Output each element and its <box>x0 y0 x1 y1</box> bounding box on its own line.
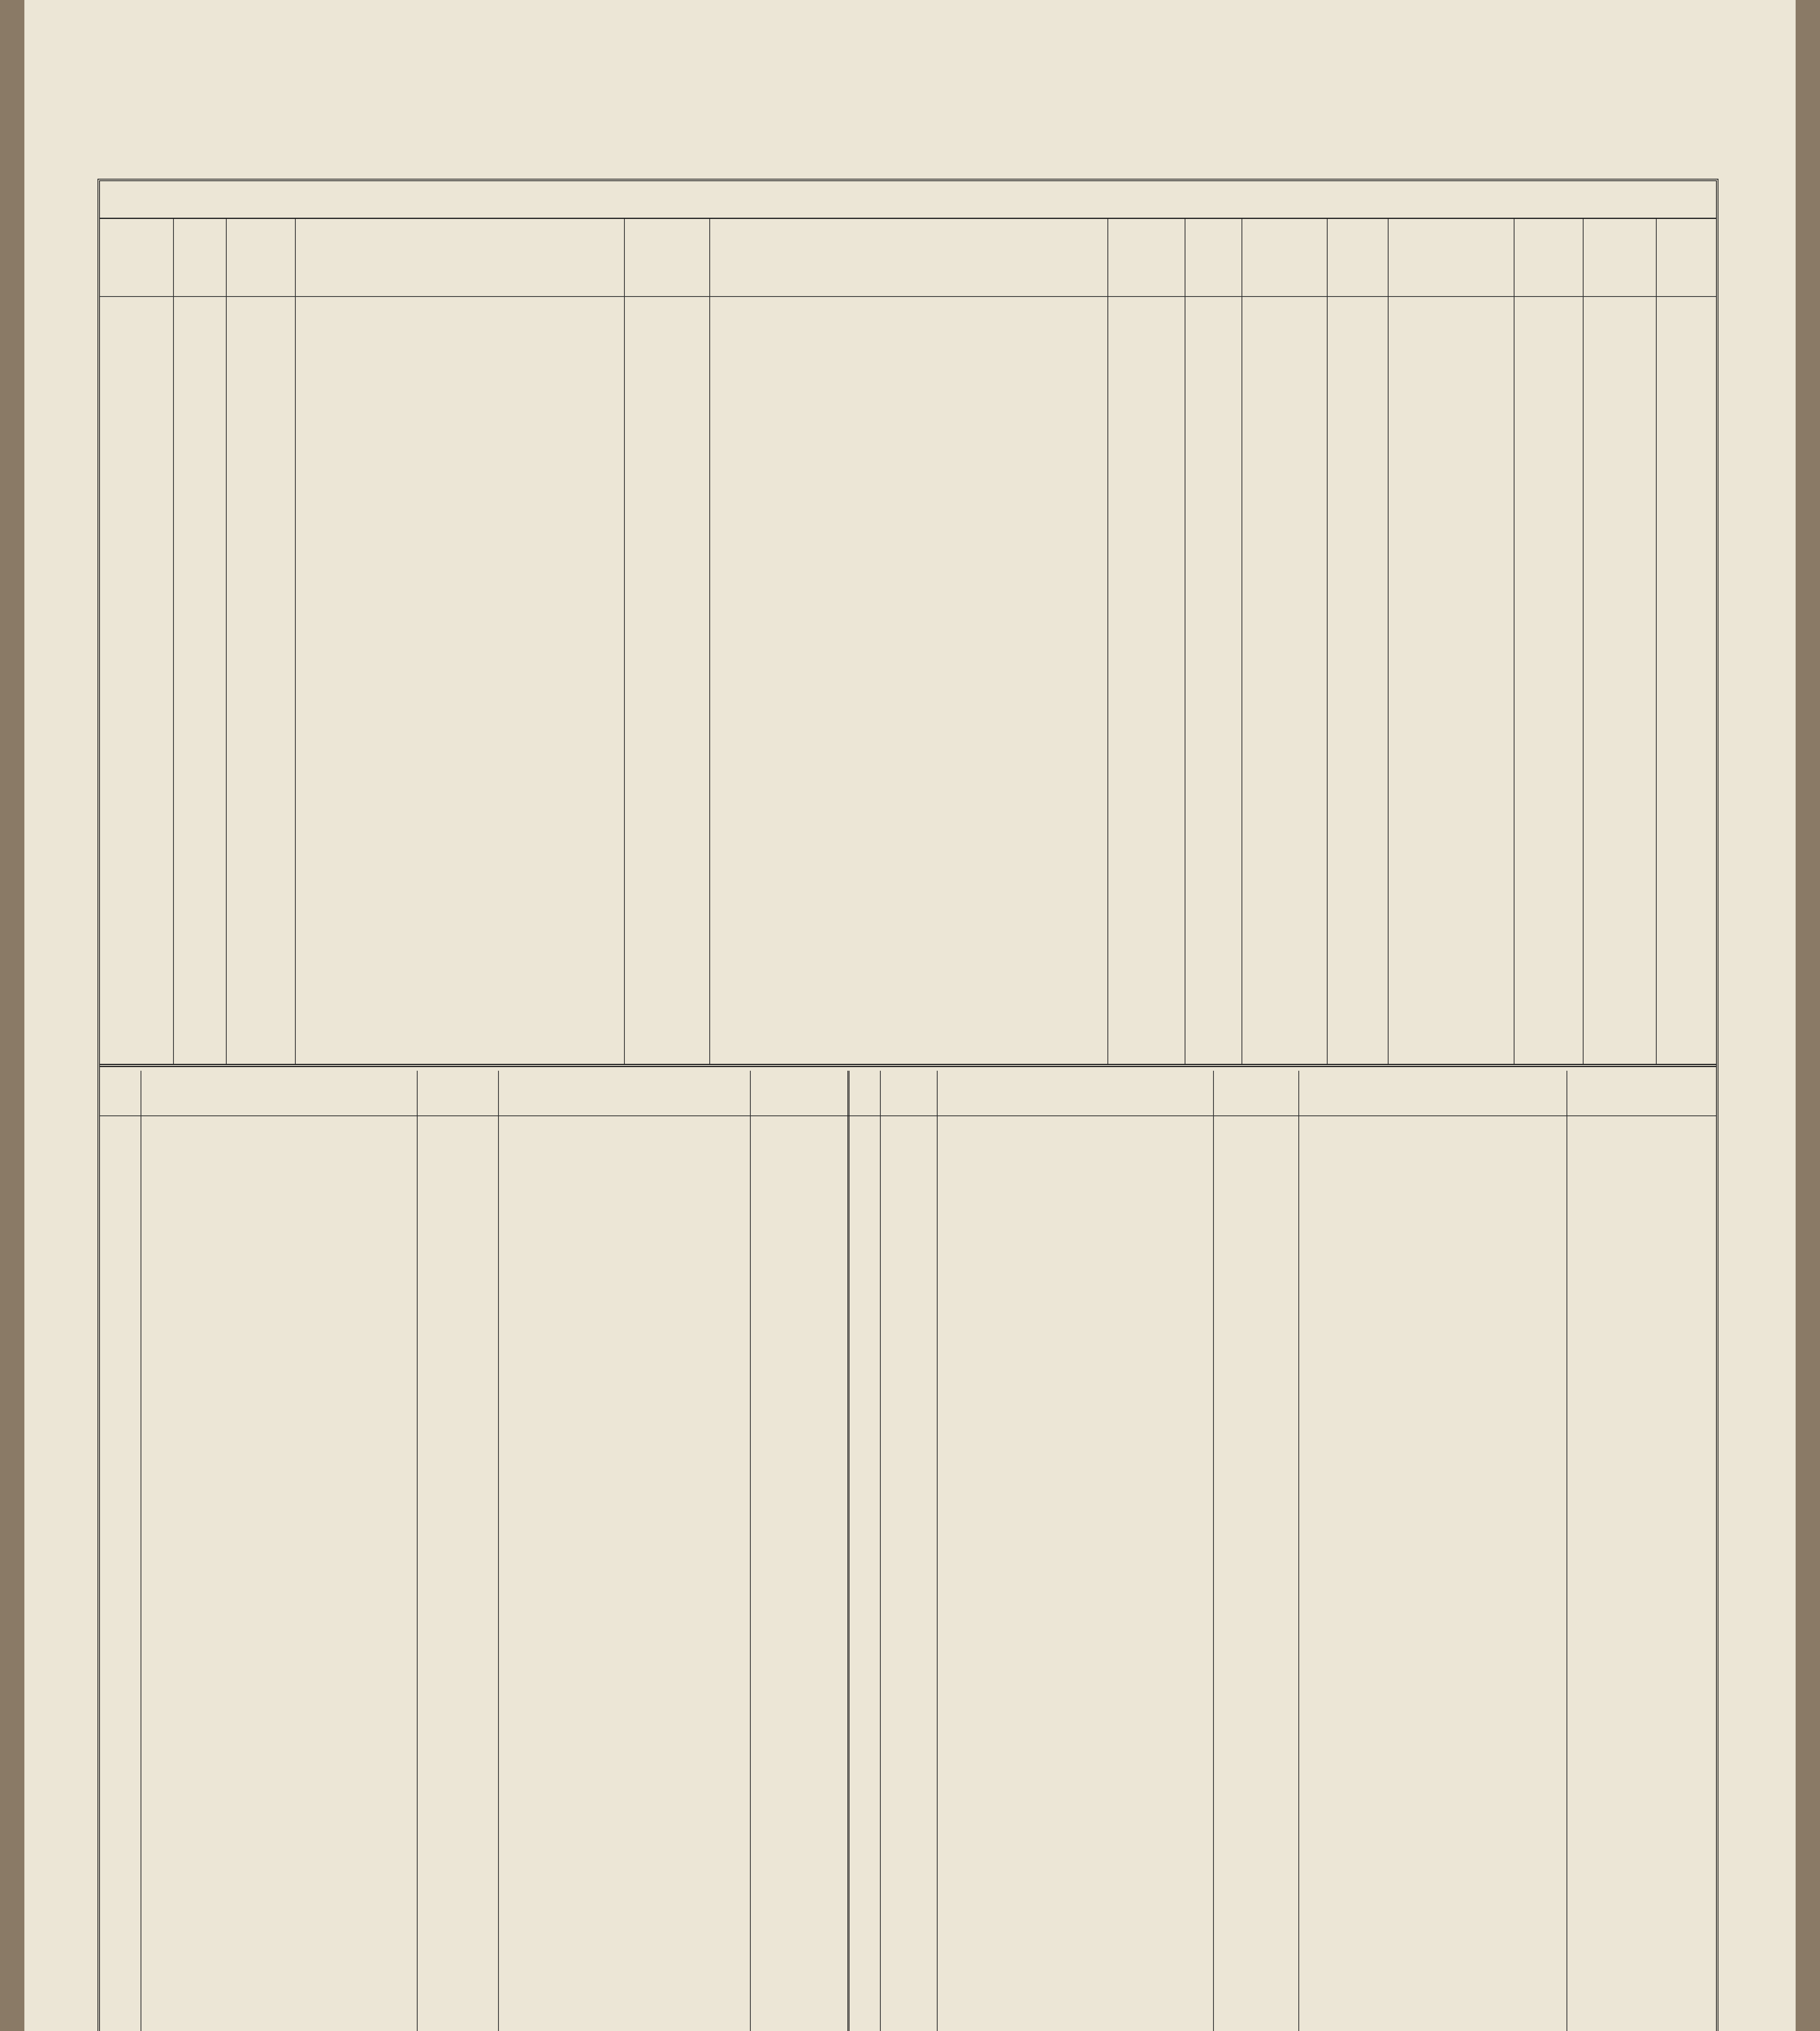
foreign-railways-section <box>100 218 1716 1067</box>
column-rule <box>173 219 174 1064</box>
column-rule <box>498 1071 499 2031</box>
column-rule <box>1327 219 1328 1064</box>
newspaper-page <box>24 0 1796 2031</box>
column-rule <box>1656 219 1657 1064</box>
middle-rule <box>847 1071 849 2031</box>
header-rule <box>100 1115 1716 1116</box>
column-rule <box>295 219 296 1064</box>
column-rule <box>1388 219 1389 1064</box>
column-rule <box>1107 219 1108 1064</box>
column-rule <box>880 1071 881 2031</box>
quotation-table-frame <box>98 179 1718 2031</box>
column-rule <box>417 1071 418 2031</box>
column-rule <box>1566 1071 1567 2031</box>
french-securities-section <box>100 1071 1716 2031</box>
header-rule <box>100 296 1716 297</box>
column-rule <box>750 1071 751 2031</box>
column-rule <box>937 1071 938 2031</box>
column-rule <box>624 219 625 1064</box>
column-rule <box>1298 1071 1299 2031</box>
column-rule <box>1213 1071 1214 2031</box>
column-rule <box>709 219 710 1064</box>
column-rule <box>1583 219 1584 1064</box>
column-rule <box>226 219 227 1064</box>
